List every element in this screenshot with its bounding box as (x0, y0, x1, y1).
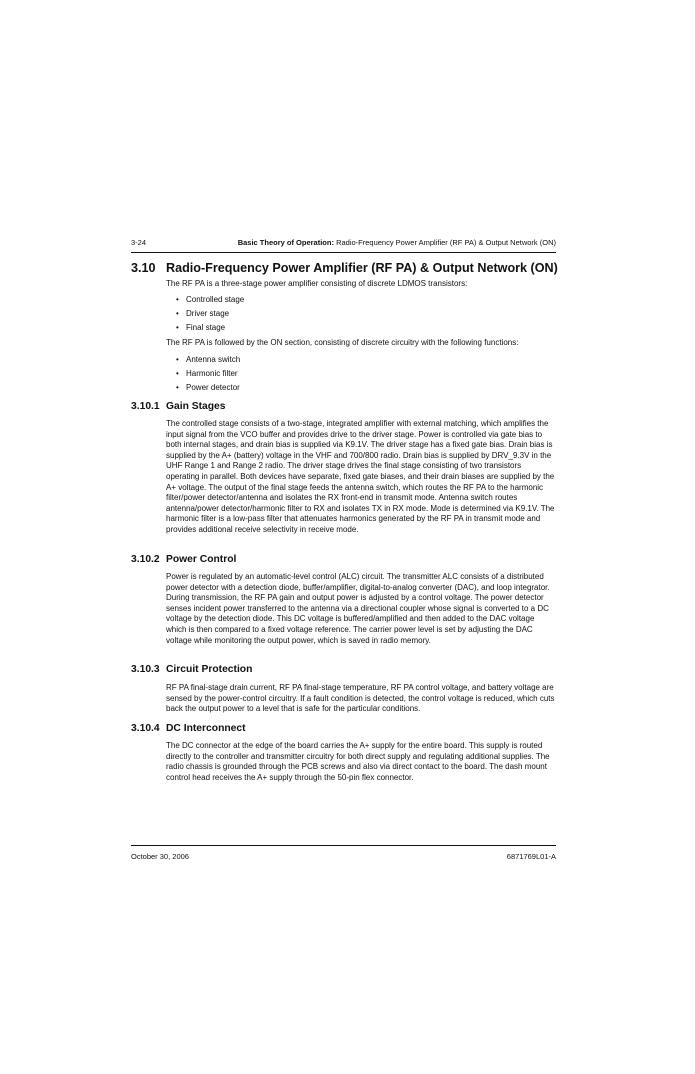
subsection-heading (131, 401, 226, 412)
list-item: • Power detector (176, 383, 240, 392)
page-number: 3-24 (131, 238, 147, 247)
list-item: • Final stage (176, 323, 226, 332)
running-title (238, 238, 556, 247)
bullet-icon: • (176, 295, 179, 304)
section-heading (131, 261, 561, 275)
subsection-heading (131, 664, 252, 675)
stage-list (176, 294, 244, 336)
subsection-body: The DC connector at the edge of the board carries the A+ supply for the entire board. This supply is routed directly to the controller and transmitter circuitry for both direct supply and regulating additional supplies. The radio chassis is grounded through the PCB screws and also via direct contact to the board. The dash mount control head receives the A+ supply through the 50-pin flex connector. (166, 741, 550, 782)
subsection-title: Power Control (166, 554, 237, 565)
document-number: 6871769L01-A (506, 852, 556, 861)
footer-date: October 30, 2006 (131, 852, 189, 861)
section-title: Radio-Frequency Power Amplifier (RF PA) & Output Network (ON) (166, 261, 558, 275)
function-list (176, 354, 240, 396)
list-item: • Antenna switch (176, 355, 241, 364)
page-header (131, 238, 556, 253)
on-intro: The RF PA is followed by the ON section, consisting of discrete circuitry with the following functions: (166, 338, 519, 347)
subsection-title: DC Interconnect (166, 723, 246, 734)
section-intro: The RF PA is a three-stage power amplifier consisting of discrete LDMOS transistors: (166, 279, 468, 288)
bullet-icon: • (176, 323, 179, 332)
list-item: • Controlled stage (176, 295, 245, 304)
subsection-body: The controlled stage consists of a two-stage, integrated amplifier with external matching, which amplifies the input signal from the VCO buffer and provides drive to the driver stage. Power is controlled via gate bias to both internal stages, and drain bias is supplied via K9.1V. The driver stage has a fixed gate bias. Drain bias is supplied by the A+ (battery) voltage in the VHF and 700/800 radio. Drain bias is supplied by DRV_9.3V in the UHF Range 1 and Range 2 radio. The driver stage drives the final stage consisting of two transistors operating in parallel. Both devices have separate, fixed gate biases, and their drain biases are supplied by the A+ voltage. The output of the final stage feeds the antenna switch, which routes the RF PA to the harmonic filter/power detector/antenna and isolates the RX front-end in transmit mode. Antenna switch routes antenna/power detector/harmonic filter to RX and isolates TX in RX mode. Mode is determined via K9.1V. The harmonic filter is a low-pass filter that attenuates harmonics generated by the RF PA in transmit mode and provides additional receive selectivity in receive mode. (166, 419, 555, 534)
running-title-bold: Basic Theory of Operation: (237, 238, 334, 247)
bullet-icon: • (176, 383, 179, 392)
list-item: • Driver stage (176, 309, 230, 318)
page-footer (131, 845, 556, 864)
list-item: • Harmonic filter (176, 369, 238, 378)
subsection-number: 3.10.2 (131, 554, 160, 565)
subsection-heading (131, 723, 246, 734)
subsection-number: 3.10.1 (131, 401, 160, 412)
bullet-icon: • (176, 369, 179, 378)
subsection-number: 3.10.4 (131, 723, 160, 734)
subsection-body: Power is regulated by an automatic-level control (ALC) circuit. The transmitter ALC consists of a distributed power detector with a detection diode, buffer/amplifier, digital-to-analog converter (DAC), and loop integrator. During transmission, the RF PA gain and output power is adjusted by a control voltage. The power detector senses incident power transferred to the antenna via a directional coupler whose signal is converted to a DC voltage by the detection diode. This DC voltage is buffered/amplified and then added to the DAC voltage which is then compared to a fixed voltage reference. The carrier power level is set by adjusting the DAC voltage while monitoring the output power, which is saved in radio memory. (166, 572, 550, 645)
subsection-title: Gain Stages (166, 401, 226, 412)
subsection-number: 3.10.3 (131, 664, 160, 675)
bullet-icon: • (176, 355, 179, 364)
subsection-body: RF PA final-stage drain current, RF PA final-stage temperature, RF PA control voltage, and battery voltage are sensed by the power-control circuitry. If a fault condition is detected, the control voltage is reduced, which cuts back the output power to a level that is safe for the particular conditions. (166, 683, 555, 714)
section-number: 3.10 (131, 261, 156, 275)
subsection-title: Circuit Protection (166, 664, 253, 675)
subsection-heading (131, 554, 236, 565)
running-title-rest: Radio-Frequency Power Amplifier (RF PA) & Output Network (ON) (333, 238, 556, 247)
bullet-icon: • (176, 309, 179, 318)
